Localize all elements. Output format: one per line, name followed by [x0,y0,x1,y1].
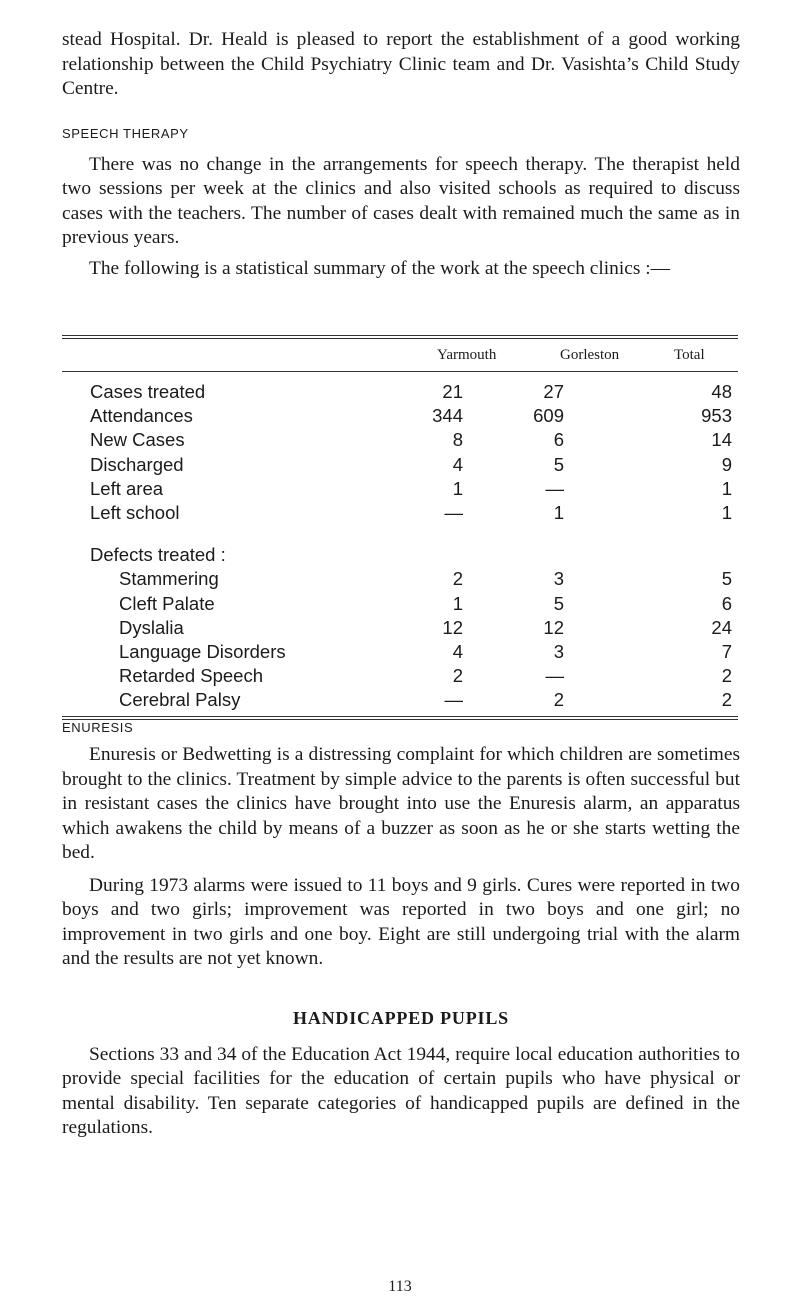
row-label: Stammering [119,568,219,590]
table-row [62,592,738,616]
table-row [62,428,738,452]
gorleston-value: 3 [553,640,564,662]
table-row [62,616,738,640]
yarmouth-value: — [444,689,463,711]
yarmouth-value: 12 [442,616,463,638]
handicapped-paragraph: Sections 33 and 34 of the Education Act 1944, require local education authorities to provide special facilities for the education of certain pupils who have physical or mental disability. Ten separate categories of handicapped pupils are defined in the regulations. [62,1043,740,1138]
row-label: Cases treated [90,381,206,402]
gorleston-value: — [545,665,564,687]
row-label: Discharged [90,453,184,475]
total-value: 953 [701,405,732,427]
total-value: 2 [721,665,732,687]
total-value: 7 [721,640,732,662]
yarmouth-value: 2 [452,568,463,590]
yarmouth-value: 8 [452,429,463,451]
column-header-gorleston: Gorleston [560,347,620,363]
yarmouth-value: 4 [452,640,463,662]
row-label: Cerebral Palsy [119,689,241,711]
speech-clinic-statistics-table [62,335,738,720]
gorleston-value: 3 [553,568,564,590]
speech-therapy-heading: SPEECH THERAPY [62,125,189,141]
speech-summary-intro: The following is a statistical summary of the work at the speech clinics :— [89,257,671,279]
gorleston-value: 1 [553,501,564,523]
total-value: 1 [721,501,732,523]
row-label: Retarded Speech [119,665,263,687]
gorleston-value: 5 [553,453,564,475]
row-label: Left area [90,477,164,499]
speech-therapy-paragraph: There was no change in the arrangements for speech therapy. The therapist held two sessions per week at the clinics and also visited schools as required to discuss cases with the teachers. The number of cases dealt with remained much the same as in previous years. [62,153,740,248]
lower-section [62,720,740,1141]
enuresis-heading: ENURESIS [62,720,134,735]
total-value: 48 [711,381,732,402]
table-row [62,501,738,525]
document-page [62,22,740,281]
column-header-yarmouth: Yarmouth [437,347,497,363]
yarmouth-value: 4 [452,453,463,475]
enuresis-paragraph-1: Enuresis or Bedwetting is a distressing complaint for which children are sometimes brought to the clinics. Treatment by simple advice to the parents is often successful but in resistant cases the clinics have brought into use the Enuresis alarm, an apparatus which awakens the child by means of a buzzer as soon as he or she starts wetting the bed. [62,744,740,863]
table-row [62,688,738,712]
total-value: 1 [721,477,732,499]
row-label: Cleft Palate [119,592,215,614]
column-header-total: Total [674,347,705,363]
gorleston-value: 12 [543,616,564,638]
row-label: New Cases [90,429,185,451]
enuresis-paragraph-2: During 1973 alarms were issued to 11 boys and 9 girls. Cures were reported in two boys and two girls; improvement was reported in two boys and one girl; no improvement in two girls and one boy. Eight are still undergoing trial with the alarm and the results are not yet known. [62,874,740,969]
defects-treated-label: Defects treated : [90,544,226,566]
total-value: 6 [721,592,732,614]
table-header-rule [62,371,738,372]
table-row [62,477,738,501]
gorleston-value: — [545,477,564,499]
yarmouth-value: — [444,501,463,523]
handicapped-pupils-heading: HANDICAPPED PUPILS [293,1007,509,1028]
table-row [62,453,738,477]
page-number: 113 [388,1278,412,1295]
gorleston-value: 5 [553,592,564,614]
row-label: Language Disorders [119,640,286,662]
gorleston-value: 27 [543,381,564,402]
intro-paragraph: stead Hospital. Dr. Heald is pleased to report the establishment of a good working relationship between the Child Psychiatry Clinic team and Dr. Vasishta’s Child Study Centre. [62,29,740,99]
yarmouth-value: 1 [452,477,463,499]
defects-treated-label-row [62,543,738,567]
total-value: 14 [711,429,732,451]
table-row [62,640,738,664]
table-row [62,404,738,428]
gorleston-value: 6 [553,429,564,451]
yarmouth-value: 21 [442,381,463,402]
yarmouth-value: 2 [452,665,463,687]
table-row [62,664,738,688]
yarmouth-value: 1 [452,592,463,614]
table-header-row [62,339,738,371]
total-value: 5 [721,568,732,590]
table-row [62,567,738,591]
total-value: 9 [721,453,732,475]
yarmouth-value: 344 [432,405,463,427]
total-value: 2 [721,689,732,711]
row-label: Left school [90,501,180,523]
table-row [62,380,738,404]
gorleston-value: 2 [553,689,564,711]
row-label: Dyslalia [119,616,184,638]
gorleston-value: 609 [533,405,564,427]
row-label: Attendances [90,405,193,427]
total-value: 24 [711,616,732,638]
